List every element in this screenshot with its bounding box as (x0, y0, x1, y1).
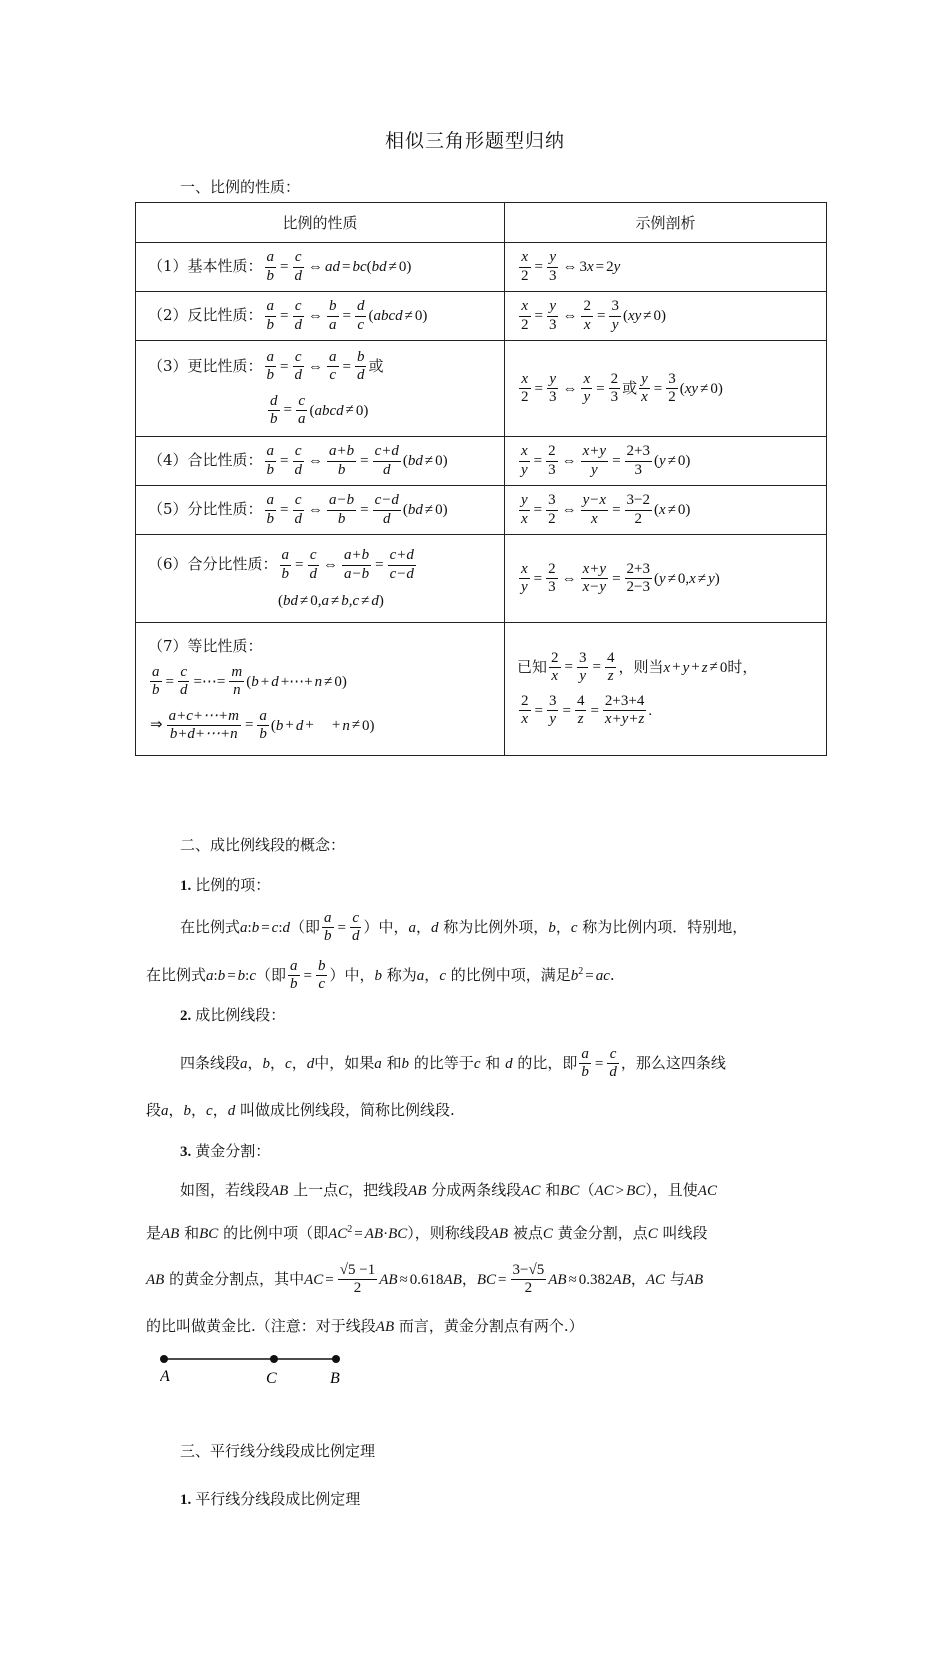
paragraph: 在比例式a:b = b:c（即 $\frac{a}{b}$ = $\frac{b}{c}$ ）中，b 称为a，c 的比例中项，满足$b^2$ = ac. (146, 958, 615, 993)
paragraph: 在比例式a:b = c:d（即 $\frac{a}{b}$ = $\frac{c}{d}$ ）中，a，d 称为比例外项，b，c 称为比例内项．特别地， (180, 910, 748, 945)
section3-heading: 三、平行线分线段成比例定理 (180, 1442, 376, 1460)
property-label: （4）合比性质： (148, 451, 263, 469)
proportion-properties-table (135, 202, 827, 756)
formula: $\frac{a}{b}$ (266, 249, 275, 284)
table-row (136, 292, 827, 341)
subsection-heading (180, 874, 270, 895)
or-connector: 或 (622, 378, 638, 397)
subsection-title: 成比例线段： (195, 1006, 286, 1024)
example-suffix: 时， (727, 657, 758, 676)
subsection-heading (180, 1004, 285, 1025)
table-header-row (136, 203, 827, 243)
paragraph: 的比叫做黄金比.（注意：对于线段AB 而言，黄金分割点有两个.） (146, 1317, 584, 1335)
example-cell: $\frac{x}{y}$ = $\frac{2}{3}$ ⇔ $\frac{x+y}{x-y}$ = $\frac{2+3}{2-3}$ (y ≠ 0,x ≠ y) (505, 535, 827, 623)
property-cell: （6）合分比性质： $\frac{a}{b}$ = $\frac{c}{d}$ ⇔ $\frac{a+b}{a-b}$ = $\frac{c+d}{c-d}$ (bd ≠ 0,a ≠ b,c ≠ d) (136, 535, 505, 623)
subsection-number: 3. (180, 1144, 192, 1160)
example-cell: $\frac{x}{y}$ = $\frac{2}{3}$ ⇔ $\frac{x+y}{y}$ = $\frac{2+3}{3}$ (y ≠ 0) (505, 437, 827, 486)
paragraph: 如图，若线段AB 上一点C，把线段AB 分成两条线段AC 和BC（AC > BC），且使AC (180, 1181, 717, 1199)
paragraph: AB 的黄金分割点，其中AC = $\frac{√5 -1}{2}$ AB ≈ 0.618AB，BC = $\frac{3-√5}{2}$ AB ≈ 0.382AB，AC 与AB (146, 1262, 704, 1297)
table-row (136, 535, 827, 623)
label-c: C (266, 1370, 277, 1387)
subsection-title: 黄金分割： (195, 1142, 271, 1160)
table-row (136, 486, 827, 535)
property-cell: （3）更比性质： $\frac{a}{b}$ = $\frac{c}{d}$ ⇔ $\frac{a}{c}$ = $\frac{b}{d}$ 或 $\frac{d}{b}$ = $\frac{c}{a}$ (abcd ≠ 0) (136, 341, 505, 437)
subsection-number: 1. (180, 878, 192, 894)
formula: $\frac{c}{d}$ (294, 249, 303, 284)
property-label: （5）分比性质： (148, 500, 263, 518)
subsection-title: 平行线分线段成比例定理 (195, 1490, 361, 1508)
property-cell: （5）分比性质： $\frac{a}{b}$ = $\frac{c}{d}$ ⇔ $\frac{a-b}{b}$ = $\frac{c-d}{d}$ (bd ≠ 0) (136, 486, 505, 535)
section1-heading: 一、比例的性质： (180, 178, 301, 196)
example-cell: $\frac{y}{x}$ = $\frac{3}{2}$ ⇔ $\frac{y-x}{x}$ = $\frac{3-2}{2}$ (x ≠ 0) (505, 486, 827, 535)
table-row (136, 341, 827, 437)
property-label: （7）等比性质： (148, 637, 263, 655)
subsection-heading (180, 1140, 270, 1161)
example-mid: ，则当 (618, 657, 664, 676)
property-label: （1）基本性质： (148, 257, 263, 275)
page-title: 相似三角形题型归纳 (384, 130, 565, 152)
table-header-properties: 比例的性质 (136, 203, 505, 243)
label-a: A (160, 1368, 170, 1385)
table-row (136, 437, 827, 486)
table-row (136, 623, 827, 756)
point-c (270, 1355, 278, 1363)
property-cell: （4）合比性质： $\frac{a}{b}$ = $\frac{c}{d}$ ⇔ $\frac{a+b}{b}$ = $\frac{c+d}{d}$ (bd ≠ 0) (136, 437, 505, 486)
point-b (332, 1355, 340, 1363)
example-cell: $\frac{x}{2}$ = $\frac{y}{3}$ ⇔ 3x = 2y (505, 243, 827, 292)
property-cell: （2）反比性质： $\frac{a}{b}$ = $\frac{c}{d}$ ⇔ $\frac{b}{a}$ = $\frac{d}{c}$ (abcd ≠ 0) (136, 292, 505, 341)
table-row (136, 243, 827, 292)
paragraph: 段a，b，c，d 叫做成比例线段，简称比例线段. (146, 1101, 455, 1119)
property-label: （6）合分比性质： (148, 555, 278, 573)
property-label: （2）反比性质： (148, 306, 263, 324)
point-a (160, 1355, 168, 1363)
subsection-title: 比例的项： (195, 876, 271, 894)
property-cell: （7）等比性质： $\frac{a}{b}$ = $\frac{c}{d}$ =⋯= $\frac{m}{n}$ (b + d +⋯+ n ≠ 0) ⇒ $\frac{a+c+\cdots+m}{b+d+\cdots+n}$ = $\frac{a}{b}$ (b + d + + n ≠ 0) (136, 623, 505, 756)
example-cell: $\frac{x}{2}$ = $\frac{y}{3}$ ⇔ $\frac{2}{x}$ = $\frac{3}{y}$ (xy ≠ 0) (505, 292, 827, 341)
example-cell: 已知 $\frac{2}{x}$ = $\frac{3}{y}$ = $\frac{4}{z}$ ，则当x + y + z ≠ 0时， $\frac{2}{x}$ = $\frac{3}{y}$ = $\frac{4}{z}$ = $\frac{2+3+4}{x+y+z}$ . (505, 623, 827, 756)
example-cell: $\frac{x}{2}$ = $\frac{y}{3}$ ⇔ $\frac{x}{y}$ = $\frac{2}{3}$ 或 $\frac{y}{x}$ = $\frac{3}{2}$ (xy ≠ 0) (505, 341, 827, 437)
or-connector: 或 (368, 356, 384, 375)
golden-section-figure (160, 1351, 350, 1391)
property-cell: （1）基本性质： $\frac{a}{b}$ = $\frac{c}{d}$ ⇔ ad = bc(bd ≠ 0) (136, 243, 505, 292)
label-b: B (330, 1370, 340, 1387)
subsection-heading (180, 1488, 360, 1509)
table-header-examples: 示例剖析 (505, 203, 827, 243)
paragraph: 四条线段a，b，c，d中，如果a 和b 的比等于c 和 d 的比，即 $\frac{a}{b}$ = $\frac{c}{d}$ ，那么这四条线 (180, 1046, 726, 1081)
subsection-number: 1. (180, 1492, 192, 1508)
subsection-number: 2. (180, 1008, 192, 1024)
section2-heading: 二、成比例线段的概念： (180, 836, 346, 854)
property-label: （3）更比性质： (148, 356, 263, 375)
paragraph: 是AB 和BC 的比例中项（即$AC^2 = AB\cdot BC$），则称线段AB 被点C 黄金分割，点C 叫线段 (146, 1224, 708, 1242)
example-prefix: 已知 (517, 657, 548, 676)
